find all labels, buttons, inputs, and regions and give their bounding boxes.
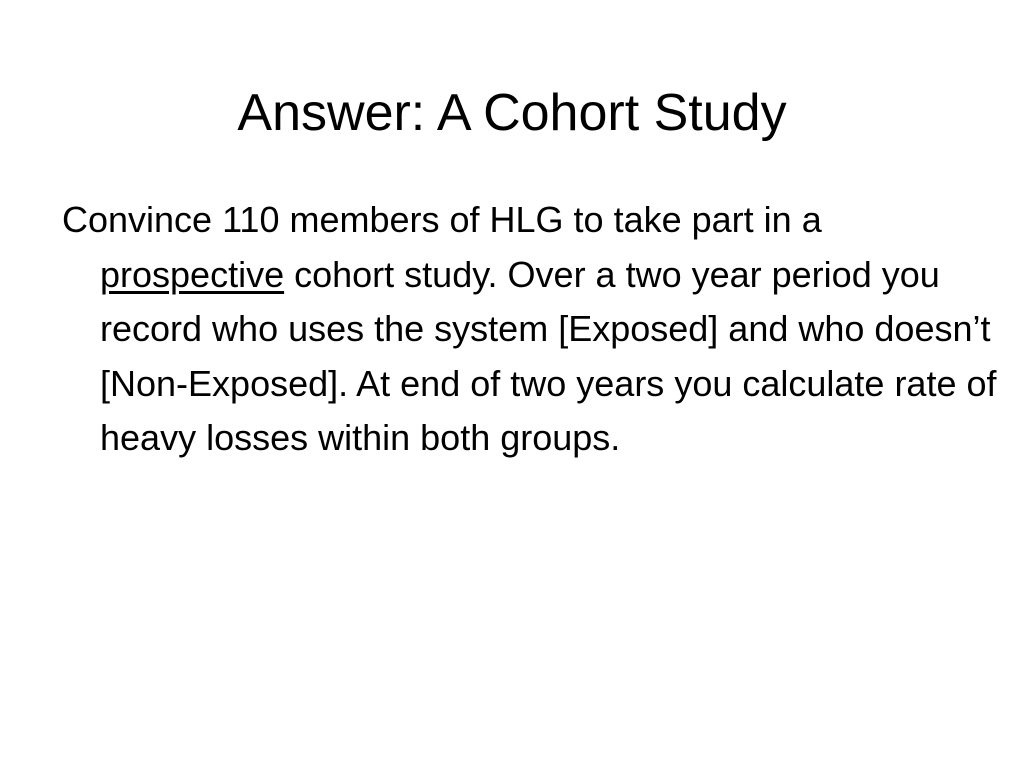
- body-text-start: Convince 110 members of HLG to take part in a: [62, 199, 822, 240]
- body-text-end: cohort study. Over a two year period you record who uses the system [Exposed] and who doesn’t [Non-Exposed]. At end of two years you calculate rate of heavy losses within both groups.: [100, 253, 997, 458]
- body-text-emphasis: prospective: [100, 253, 285, 295]
- slide-title: Answer: A Cohort Study: [237, 84, 787, 142]
- slide-body-paragraph: [62, 193, 1000, 466]
